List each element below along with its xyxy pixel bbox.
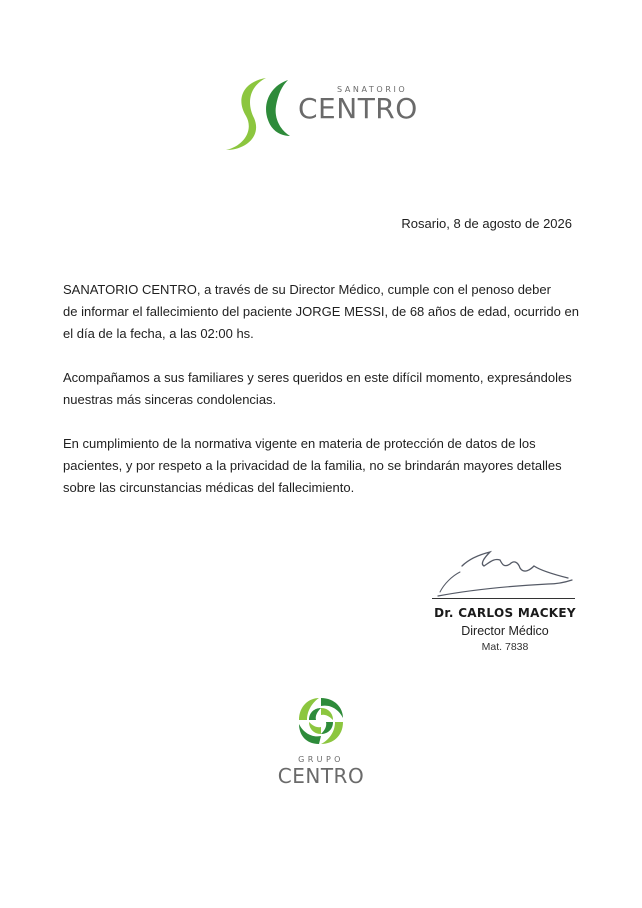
footer-logo-small-text: GRUPO bbox=[298, 755, 344, 764]
sc-emblem-icon bbox=[222, 74, 302, 156]
grupo-centro-logo bbox=[268, 694, 374, 794]
paragraph-condolences bbox=[63, 367, 583, 411]
paragraph-line: el día de la fecha, a las 02:00 hs. bbox=[63, 326, 254, 341]
paragraph-line: Acompañamos a sus familiares y seres queridos en este difícil momento, expresándoles bbox=[63, 370, 572, 385]
paragraph-line: sobre las circunstancias médicas del fallecimiento. bbox=[63, 480, 355, 495]
sanatorio-centro-logo bbox=[222, 74, 422, 156]
signer-name: Dr. CARLOS MACKEY bbox=[434, 606, 576, 620]
paragraph-line: de informar el fallecimiento del paciente JORGE MESSI, de 68 años de edad, ocurrido en bbox=[63, 304, 579, 319]
signature-line bbox=[432, 598, 575, 599]
paragraph-line: nuestras más sinceras condolencias. bbox=[63, 392, 277, 407]
signature-block bbox=[430, 544, 580, 656]
letter-date: Rosario, 8 de agosto de 2026 bbox=[401, 216, 572, 231]
swirl-emblem-icon bbox=[295, 694, 347, 750]
handwritten-signature-icon bbox=[430, 544, 580, 604]
paragraph-line: pacientes, y por respeto a la privacidad de la familia, no se brindarán mayores detalles bbox=[63, 458, 562, 473]
paragraph-privacy bbox=[63, 433, 583, 499]
logo-small-text: SANATORIO bbox=[337, 85, 408, 94]
footer-logo-big-text: CENTRO bbox=[277, 764, 365, 788]
paragraph-line: En cumplimiento de la normativa vigente en materia de protección de datos de los bbox=[63, 436, 536, 451]
paragraph-announcement bbox=[63, 279, 583, 345]
signer-registration: Mat. 7838 bbox=[481, 641, 529, 653]
logo-big-text: CENTRO bbox=[298, 92, 418, 125]
signer-title: Director Médico bbox=[461, 624, 549, 638]
paragraph-line: SANATORIO CENTRO, a través de su Director Médico, cumple con el penoso deber bbox=[63, 282, 551, 297]
